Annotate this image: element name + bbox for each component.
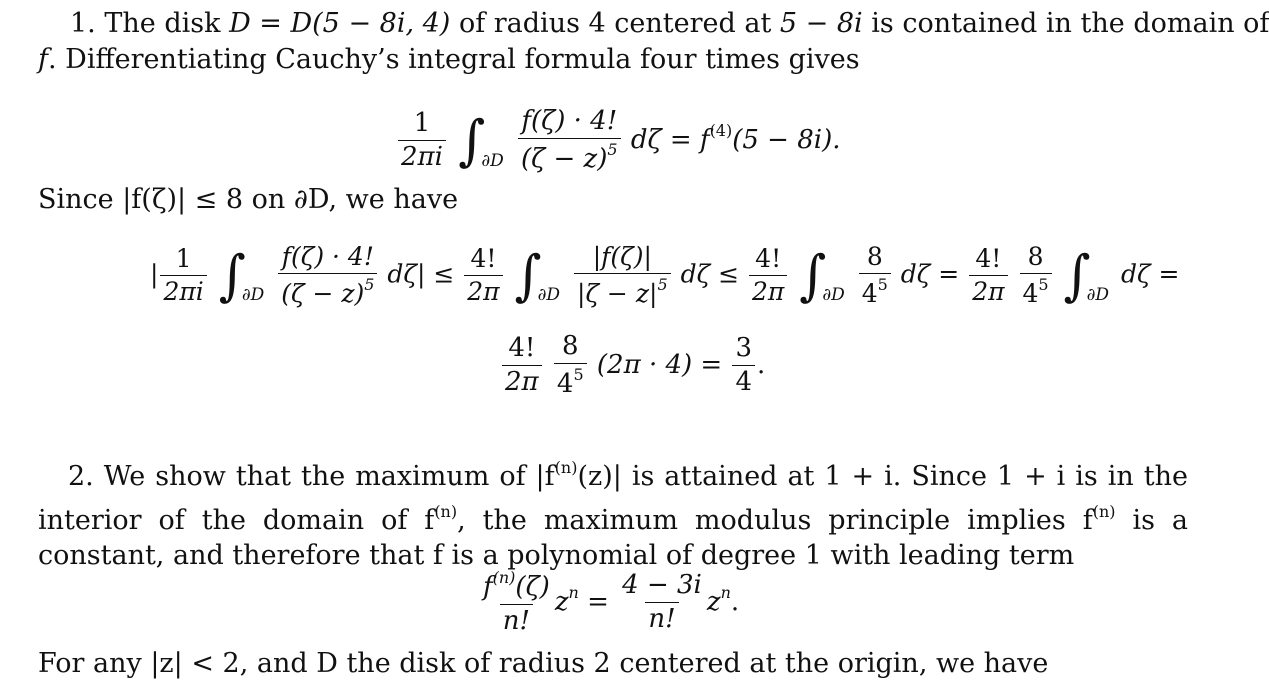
equation-estimate-chain	[150, 244, 1179, 308]
rhs: = f	[669, 124, 710, 155]
integral-sign: ∫	[514, 244, 542, 308]
frac-num: f	[483, 572, 493, 602]
integral-domain: ∂D	[537, 285, 561, 306]
text-span: is a constant, and therefore that f is a polynomial of degree 1 with leading term	[38, 505, 1188, 571]
equation-leading-term	[478, 570, 739, 636]
dzeta-eq: dζ =	[900, 259, 960, 289]
fraction-integrand-2	[574, 244, 671, 308]
dzeta-le: dζ| ≤	[387, 259, 455, 289]
fraction-4fact-2pi	[464, 246, 502, 306]
frac-num: 1	[175, 244, 192, 273]
frac-num: 3	[735, 333, 753, 363]
exponent: 5	[1038, 275, 1049, 295]
z-power: z	[706, 586, 721, 617]
integral-sign: ∫	[458, 109, 486, 173]
frac-den: 4	[1022, 279, 1039, 309]
fraction-one-over-2pii	[398, 110, 446, 172]
problem2-number: 2.	[68, 461, 94, 492]
z-power: z	[554, 586, 569, 617]
fraction-fn-over-nfact	[480, 570, 553, 636]
frac-den: n!	[500, 604, 533, 635]
text-span: We show that the maximum of |f	[103, 461, 555, 492]
integral-domain: ∂D	[241, 285, 265, 306]
frac-den: 4	[732, 365, 755, 396]
dzeta: dζ	[630, 124, 662, 155]
exponent: n	[568, 582, 579, 602]
derivative-order: (n)	[1092, 502, 1116, 521]
fraction-one-over-2pii	[160, 246, 206, 306]
problem1-line1	[70, 10, 1269, 37]
fraction-three-quarters	[732, 335, 755, 397]
frac-num: f(ζ) · 4!	[521, 106, 618, 136]
fraction-4-3i-over-nfact	[619, 572, 705, 634]
integral-sign: ∫	[1063, 244, 1091, 308]
frac-den: n!	[645, 602, 678, 633]
fraction-8-over-4to5	[859, 244, 891, 308]
exponent: 5	[657, 275, 668, 295]
frac-num: 8	[866, 242, 883, 271]
frac-num-tail: (ζ)	[515, 572, 550, 602]
derivative-order: (n)	[492, 568, 516, 587]
derivative-order: (n)	[434, 502, 458, 521]
problem1-line2	[38, 46, 860, 73]
math-center: 5 − 8i	[779, 8, 863, 39]
equals: =	[587, 586, 609, 617]
fraction-8-over-4to5	[1020, 244, 1052, 308]
frac-den: |ζ − z|	[577, 279, 658, 309]
derivative-order: (n)	[554, 458, 578, 477]
dzeta-eq: dζ =	[1121, 259, 1180, 289]
exponent: n	[720, 582, 731, 602]
frac-num: 4!	[470, 244, 497, 273]
frac-num: 4!	[755, 244, 782, 273]
frac-num: 8	[562, 331, 579, 361]
frac-num: |f(ζ)|	[592, 242, 652, 271]
integral-domain: ∂D	[481, 150, 504, 171]
frac-num: 8	[1027, 242, 1044, 271]
derivative-order: (4)	[709, 120, 733, 140]
fraction-integrand-1	[278, 244, 377, 308]
period: .	[730, 586, 740, 617]
frac-num: 4!	[508, 333, 536, 363]
frac-num: 1	[413, 108, 431, 138]
fraction-integrand	[518, 108, 621, 174]
text-span: , the maximum modulus principle implies f	[457, 505, 1093, 536]
frac-den: (ζ − z)	[521, 144, 608, 175]
frac-num: 4!	[975, 244, 1002, 273]
text-span: is contained in the domain of	[871, 8, 1269, 39]
integral-domain: ∂D	[822, 285, 845, 306]
problem2-paragraph	[38, 450, 1188, 573]
abs-bar: |	[150, 259, 159, 289]
frac-den: 2πi	[398, 140, 446, 171]
equation-cauchy-derivative	[396, 108, 841, 174]
since-line: Since |f(ζ)| ≤ 8 on ∂D, we have	[38, 184, 459, 215]
dzeta-le: dζ ≤	[680, 259, 740, 289]
last-line: For any |z| < 2, and D the disk of radius 2 centered at the origin, we have	[38, 648, 1049, 679]
problem1-number: 1.	[70, 8, 96, 39]
text-span: The disk	[104, 8, 221, 39]
frac-den: 2π	[502, 365, 542, 396]
exponent: 5	[364, 275, 375, 295]
equation-final-bound	[500, 333, 765, 399]
integral-domain: ∂D	[1086, 285, 1110, 306]
math-disk: D = D(5 − 8i, 4)	[229, 8, 451, 39]
integral-sign: ∫	[218, 244, 246, 308]
middle-term: (2π · 4) =	[596, 349, 723, 380]
frac-den: 2π	[749, 275, 787, 305]
math-f: f	[38, 44, 48, 75]
text-span: (z)| is attained at 1 + i. Since 1 + i is in the interior of the domain of f	[38, 461, 1188, 536]
exponent: 5	[573, 365, 584, 385]
frac-num: f(ζ) · 4!	[281, 242, 374, 271]
exponent: 5	[877, 275, 888, 295]
fraction-4fact-2pi	[969, 246, 1007, 306]
fraction-4fact-2pi	[749, 246, 787, 306]
fraction-8-over-4to5	[554, 333, 587, 399]
text-span: of radius 4 centered at	[458, 8, 772, 39]
integral-sign: ∫	[799, 244, 827, 308]
frac-den: 2π	[464, 275, 502, 305]
exponent: 5	[607, 140, 618, 160]
frac-den: 2π	[969, 275, 1007, 305]
rhs-tail: (5 − 8i).	[732, 124, 841, 155]
text-span: . Differentiating Cauchy’s integral formula four times gives	[48, 44, 860, 75]
frac-den: 4	[556, 369, 574, 400]
frac-den: 4	[861, 279, 878, 309]
fraction-4fact-2pi	[502, 335, 542, 397]
period: .	[757, 349, 766, 380]
frac-num: 4 − 3i	[622, 570, 702, 600]
frac-den: 2πi	[160, 275, 206, 305]
frac-den: (ζ − z)	[281, 279, 365, 309]
